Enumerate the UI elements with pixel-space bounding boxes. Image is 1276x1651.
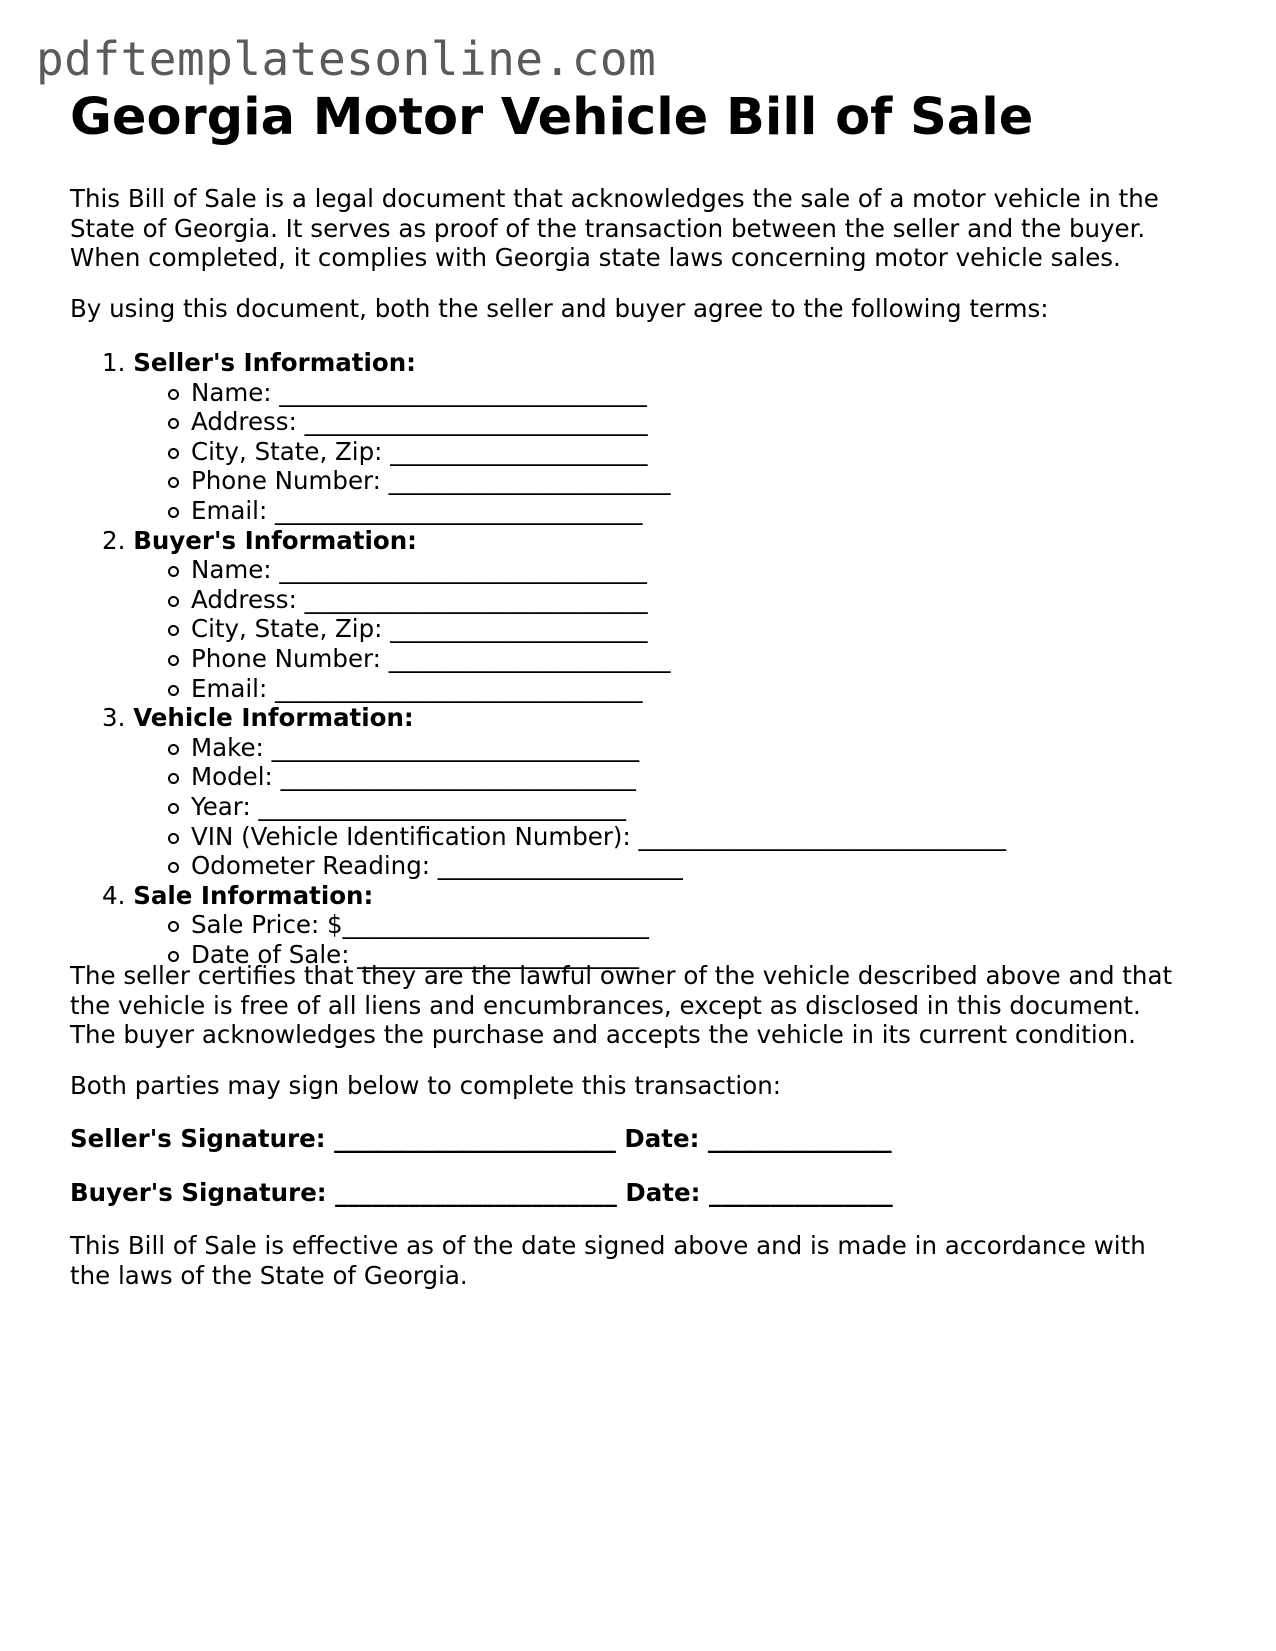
- circle-bullet-icon: [168, 389, 179, 400]
- circle-bullet-icon: [168, 596, 179, 607]
- field-label: VIN (Vehicle Identification Number): ______________________________: [191, 821, 1007, 851]
- intro-line: When completed, it complies with Georgia state laws concerning motor vehicle sales.: [70, 243, 1121, 273]
- circle-bullet-icon: [168, 803, 179, 814]
- circle-bullet-icon: [168, 744, 179, 755]
- section-vehicle-information: [70, 703, 1006, 881]
- intro-line: This Bill of Sale is a legal document that acknowledges the sale of a motor vehicle in the: [70, 184, 1159, 213]
- section-title: Seller's Information:: [133, 348, 416, 377]
- certification-line: The seller certifies that they are the lawful owner of the vehicle described above and that: [70, 961, 1173, 990]
- section-number: 3.: [102, 703, 126, 733]
- form-field[interactable]: [70, 378, 1006, 408]
- terms-intro-paragraph: [70, 294, 1049, 324]
- form-field[interactable]: [70, 822, 1006, 852]
- intro-paragraph: [70, 184, 1159, 273]
- circle-bullet-icon: [168, 507, 179, 518]
- section-number: 2.: [102, 525, 126, 555]
- section-sellers-information: [70, 348, 1006, 526]
- field-label: Name: ______________________________: [191, 555, 647, 585]
- circle-bullet-icon: [168, 448, 179, 459]
- field-label: Address: ____________________________: [191, 407, 648, 437]
- form-field[interactable]: [70, 614, 1006, 644]
- watermark: pdftemplatesonline.com: [36, 32, 657, 86]
- form-field[interactable]: [70, 733, 1006, 763]
- certification-paragraph: [70, 961, 1172, 1050]
- form-field[interactable]: [70, 585, 1006, 615]
- field-label: Odometer Reading: ____________________: [191, 851, 683, 881]
- circle-bullet-icon: [168, 655, 179, 666]
- field-label: Address: ____________________________: [191, 584, 648, 614]
- section-heading: [70, 348, 1006, 378]
- section-number: 1.: [102, 348, 126, 377]
- section-title: Buyer's Information:: [133, 525, 417, 555]
- section-buyers-information: [70, 526, 1006, 704]
- section-title: Sale Information:: [133, 880, 374, 910]
- section-heading: [70, 526, 1006, 556]
- form-field[interactable]: [70, 762, 1006, 792]
- closing-line: This Bill of Sale is effective as of the date signed above and is made in accordance with: [70, 1231, 1146, 1260]
- buyer-signature-line[interactable]: Buyer's Signature: _______________________ Date: _______________: [70, 1178, 893, 1207]
- field-label: Sale Price: $_________________________: [191, 910, 649, 940]
- seller-signature-line[interactable]: Seller's Signature: _______________________ Date: _______________: [70, 1124, 892, 1153]
- circle-bullet-icon: [168, 685, 179, 696]
- field-label: Email: ______________________________: [191, 673, 643, 703]
- form-field[interactable]: [70, 407, 1006, 437]
- section-heading: [70, 703, 1006, 733]
- form-field[interactable]: [70, 851, 1006, 881]
- form-field[interactable]: [70, 466, 1006, 496]
- form-field[interactable]: [70, 674, 1006, 704]
- form-field[interactable]: [70, 792, 1006, 822]
- field-label: Make: ______________________________: [191, 732, 640, 762]
- field-label: Year: ______________________________: [191, 791, 626, 821]
- both-parties-paragraph: [70, 1071, 781, 1101]
- terms-list: [70, 348, 1006, 969]
- closing-paragraph: [70, 1231, 1146, 1290]
- certification-line: The buyer acknowledges the purchase and accepts the vehicle in its current condition.: [70, 1020, 1136, 1050]
- document-title: Georgia Motor Vehicle Bill of Sale: [70, 88, 1034, 147]
- certification-line: the vehicle is free of all liens and encumbrances, except as disclosed in this document.: [70, 990, 1141, 1020]
- circle-bullet-icon: [168, 833, 179, 844]
- field-label: Email: ______________________________: [191, 495, 643, 525]
- form-field[interactable]: [70, 555, 1006, 585]
- form-field[interactable]: [70, 910, 1006, 940]
- section-title: Vehicle Information:: [133, 703, 414, 733]
- form-field[interactable]: [70, 644, 1006, 674]
- field-label: Name: ______________________________: [191, 377, 647, 407]
- closing-line: the laws of the State of Georgia.: [70, 1260, 468, 1290]
- both-parties-text: Both parties may sign below to complete this transaction:: [70, 1071, 782, 1100]
- field-label: Date of Sale: _______________________: [191, 939, 639, 969]
- form-field[interactable]: [70, 496, 1006, 526]
- field-label: Model: _____________________________: [191, 762, 636, 792]
- section-number: 4.: [102, 880, 126, 910]
- field-label: City, State, Zip: _____________________: [191, 614, 648, 644]
- terms-intro-text: By using this document, both the seller and buyer agree to the following terms:: [70, 294, 1049, 323]
- section-sale-information: [70, 881, 1006, 970]
- field-label: Phone Number: _______________________: [191, 466, 671, 496]
- section-heading: [70, 881, 1006, 911]
- intro-line: State of Georgia. It serves as proof of the transaction between the seller and the buyer.: [70, 213, 1146, 243]
- field-label: Phone Number: _______________________: [191, 643, 671, 673]
- form-field[interactable]: [70, 437, 1006, 467]
- field-label: City, State, Zip: _____________________: [191, 436, 648, 466]
